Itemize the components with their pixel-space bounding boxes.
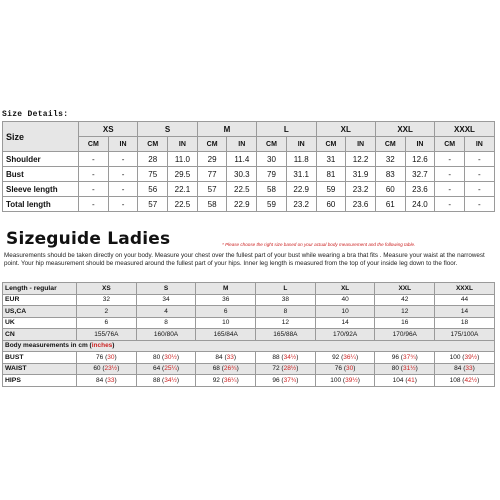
unit-in: IN (346, 137, 376, 152)
cell: 100 (39½) (315, 375, 375, 387)
row-label: Sleeve length (3, 182, 79, 197)
cell: 31.9 (346, 167, 376, 182)
sizeguide-table (2, 282, 495, 387)
size-header-xxl: XXL (375, 122, 434, 137)
unit-cm: CM (79, 137, 109, 152)
size-header-l: L (256, 283, 316, 295)
cell: 58 (257, 182, 287, 197)
cell: 80 (31½) (375, 363, 435, 375)
cell: 84 (33) (196, 352, 256, 364)
cell: 59 (257, 197, 287, 212)
cell: 72 (28½) (256, 363, 316, 375)
table-row (3, 152, 495, 167)
table-row (3, 317, 495, 329)
cell: 58 (197, 197, 227, 212)
cell: 11.0 (168, 152, 198, 167)
cell: 32 (77, 294, 137, 306)
cell: 88 (34½) (256, 352, 316, 364)
cell: 81 (316, 167, 346, 182)
cell: 30 (257, 152, 287, 167)
row-label: Total length (3, 197, 79, 212)
size-header-l: L (257, 122, 316, 137)
cell: 92 (36¼) (196, 375, 256, 387)
cell: 12 (375, 306, 435, 318)
cell: 92 (36¼) (315, 352, 375, 364)
cell: 59 (316, 182, 346, 197)
cell: 88 (34½) (136, 375, 196, 387)
length-regular-label: Length - regular (3, 283, 77, 295)
cell: 23.6 (405, 182, 435, 197)
cell: - (108, 182, 138, 197)
cell: 10 (315, 306, 375, 318)
body-measurements-prefix: Body measurements in cm ( (5, 342, 92, 350)
row-label: Shoulder (3, 152, 79, 167)
unit-in: IN (465, 137, 495, 152)
cell: 76 (30) (315, 363, 375, 375)
row-label-cn: CN (3, 329, 77, 341)
cell: 4 (136, 306, 196, 318)
unit-in: IN (286, 137, 316, 152)
cell: - (435, 182, 465, 197)
body-measurements-header (3, 340, 495, 352)
size-label-cell: Size (3, 122, 79, 152)
cell: 12 (256, 317, 316, 329)
cell: 68 (26¾) (196, 363, 256, 375)
row-label-uk: UK (3, 317, 77, 329)
unit-cm: CM (138, 137, 168, 152)
cell: 170/92A (315, 329, 375, 341)
table-row (3, 167, 495, 182)
cell: 34 (136, 294, 196, 306)
cell: 56 (138, 182, 168, 197)
cell: 40 (315, 294, 375, 306)
cell: 60 (23½) (77, 363, 137, 375)
cell: 44 (435, 294, 495, 306)
cell: - (79, 197, 109, 212)
size-details-label: Size Details: (2, 110, 69, 119)
cell: - (79, 182, 109, 197)
cell: 160/80A (136, 329, 196, 341)
size-header-s: S (136, 283, 196, 295)
size-details-table (2, 121, 495, 212)
cell: 77 (197, 167, 227, 182)
cell: - (465, 182, 495, 197)
cell: - (465, 152, 495, 167)
cell: 75 (138, 167, 168, 182)
cell: 18 (435, 317, 495, 329)
size-header-xs: XS (77, 283, 137, 295)
table-row (3, 182, 495, 197)
sizeguide-note: * Please choose the right size based on your actual body measurement and the following table. (222, 242, 416, 247)
cell: 96 (37¾) (375, 352, 435, 364)
cell: 36 (196, 294, 256, 306)
cell: - (79, 152, 109, 167)
table-row (3, 352, 495, 364)
cell: - (435, 152, 465, 167)
cell: 23.6 (346, 197, 376, 212)
size-header-xl: XL (315, 283, 375, 295)
cell: 22.9 (227, 197, 257, 212)
cell: 96 (37¾) (256, 375, 316, 387)
cell: - (435, 197, 465, 212)
cell: 76 (30) (77, 352, 137, 364)
cell: 57 (197, 182, 227, 197)
cell: 29.5 (168, 167, 198, 182)
unit-cm: CM (257, 137, 287, 152)
cell: 165/88A (256, 329, 316, 341)
cell: 11.8 (286, 152, 316, 167)
size-header-xxl: XXL (375, 283, 435, 295)
row-label-bust: BUST (3, 352, 77, 364)
cell: 24.0 (405, 197, 435, 212)
cell: - (465, 197, 495, 212)
cell: - (108, 152, 138, 167)
cell: 29 (197, 152, 227, 167)
body-measurements-suffix: ) (112, 342, 115, 350)
cell: 42 (375, 294, 435, 306)
row-label: Bust (3, 167, 79, 182)
cell: 6 (77, 317, 137, 329)
sizeguide-instructions: Measurements should be taken directly on your body. Measure your chest over the fullest part of your bust while wearing a bra that fits . Measure your waist at the narrowest point. Your hip measurement should be measured around the fullest part of your hips. Inner leg length is measured from the top of your inside leg down to the floor. (4, 252, 485, 268)
cell: 38 (256, 294, 316, 306)
cell: 16 (375, 317, 435, 329)
size-header-row (3, 122, 495, 137)
cell: 60 (375, 182, 405, 197)
unit-in: IN (108, 137, 138, 152)
cell: 8 (136, 317, 196, 329)
size-header-xxxl: XXXL (435, 122, 494, 137)
table-row (3, 197, 495, 212)
table-row (3, 363, 495, 375)
row-label-waist: WAIST (3, 363, 77, 375)
cell: 14 (315, 317, 375, 329)
cell: 175/100A (435, 329, 495, 341)
row-label-eur: EUR (3, 294, 77, 306)
size-header-xl: XL (316, 122, 375, 137)
cell: - (465, 167, 495, 182)
cell: 84 (33) (77, 375, 137, 387)
body-measurements-unit: inches (91, 342, 113, 350)
cell: 104 (41) (375, 375, 435, 387)
cell: 100 (39½) (435, 352, 495, 364)
cell: 84 (33) (435, 363, 495, 375)
cell: 10 (196, 317, 256, 329)
cell: 30.3 (227, 167, 257, 182)
body-measurements-header-row (3, 340, 495, 352)
unit-cm: CM (197, 137, 227, 152)
row-label-hips: HIPS (3, 375, 77, 387)
cell: 32.7 (405, 167, 435, 182)
size-header-m: M (196, 283, 256, 295)
table-row (3, 294, 495, 306)
cell: 31 (316, 152, 346, 167)
unit-in: IN (405, 137, 435, 152)
unit-in: IN (227, 137, 257, 152)
cell: 14 (435, 306, 495, 318)
cell: 57 (138, 197, 168, 212)
cell: 6 (196, 306, 256, 318)
cell: - (108, 167, 138, 182)
size-header-m: M (197, 122, 256, 137)
cell: 31.1 (286, 167, 316, 182)
cell: 12.2 (346, 152, 376, 167)
table-row (3, 329, 495, 341)
cell: 32 (375, 152, 405, 167)
cell: 79 (257, 167, 287, 182)
cell: - (435, 167, 465, 182)
unit-cm: CM (316, 137, 346, 152)
cell: 170/96A (375, 329, 435, 341)
cell: 83 (375, 167, 405, 182)
size-header-xxxl: XXXL (435, 283, 495, 295)
cell: 108 (42½) (435, 375, 495, 387)
cell: 23.2 (286, 197, 316, 212)
unit-cm: CM (375, 137, 405, 152)
cell: 22.5 (168, 197, 198, 212)
size-header-s: S (138, 122, 197, 137)
table-row (3, 375, 495, 387)
cell: 22.5 (227, 182, 257, 197)
cell: 155/76A (77, 329, 137, 341)
cell: 12.6 (405, 152, 435, 167)
unit-in: IN (168, 137, 198, 152)
cell: 60 (316, 197, 346, 212)
cell: 11.4 (227, 152, 257, 167)
cell: 23.2 (346, 182, 376, 197)
cell: - (108, 197, 138, 212)
cell: 8 (256, 306, 316, 318)
cell: 28 (138, 152, 168, 167)
cell: - (79, 167, 109, 182)
cell: 61 (375, 197, 405, 212)
row-label-us-ca: US,CA (3, 306, 77, 318)
table-row (3, 306, 495, 318)
sizeguide-title: Sizeguide Ladies (6, 229, 171, 249)
unit-cm: CM (435, 137, 465, 152)
cell: 22.1 (168, 182, 198, 197)
cell: 22.9 (286, 182, 316, 197)
sizeguide-header-row (3, 283, 495, 295)
cell: 2 (77, 306, 137, 318)
cell: 165/84A (196, 329, 256, 341)
cell: 80 (30½) (136, 352, 196, 364)
cell: 64 (25¼) (136, 363, 196, 375)
size-header-xs: XS (79, 122, 138, 137)
